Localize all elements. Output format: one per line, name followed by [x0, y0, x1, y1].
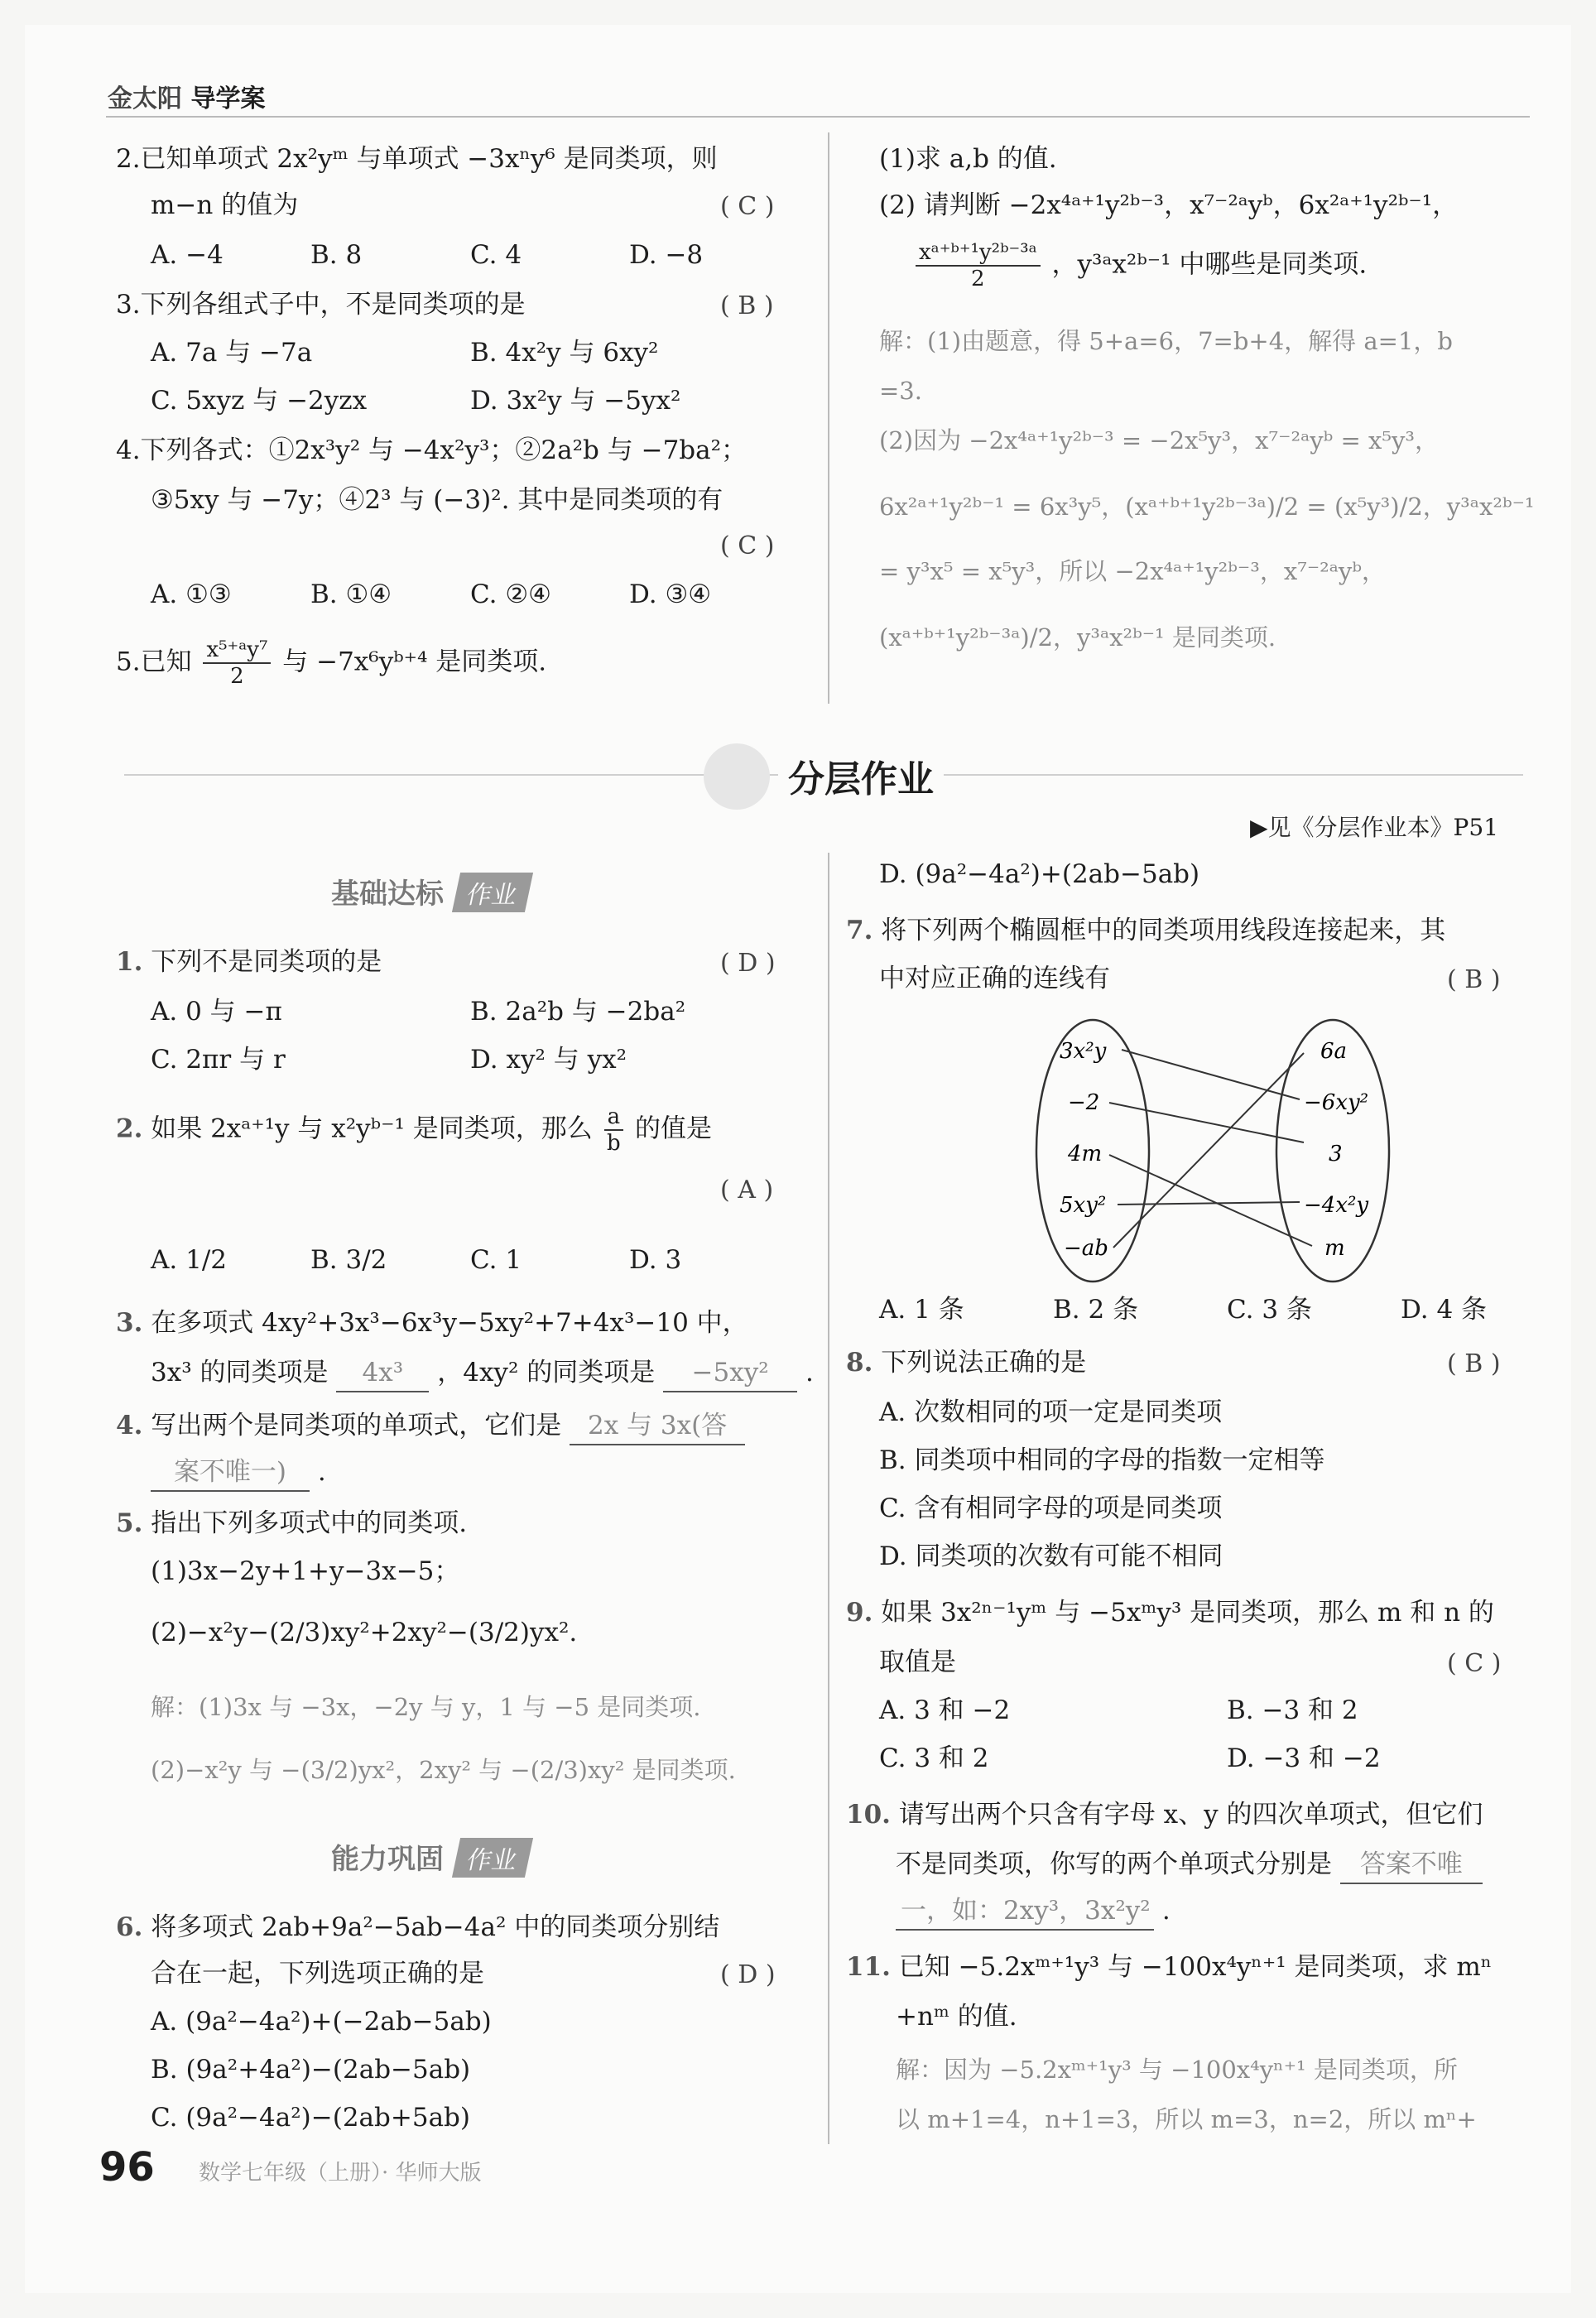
- q8-text: 下列说法正确的是: [881, 1348, 1087, 1378]
- q9-line2: 取值是: [879, 1647, 956, 1677]
- q6-answer: ( D ): [720, 1960, 776, 1989]
- q7-left-1: −2: [1068, 1090, 1100, 1115]
- q6-opt-d: D. (9a²−4a²)+(2ab−5ab): [879, 859, 1200, 889]
- q2-top-line1: 2.已知单项式 2x²yᵐ 与单项式 −3xⁿy⁶ 是同类项，则: [116, 144, 718, 174]
- q9-opt-c: C. 3 和 2: [879, 1743, 989, 1773]
- q7-text: 将下列两个椭圆框中的同类项用线段连接起来，其: [881, 916, 1446, 945]
- q2-number: 2.: [116, 1113, 143, 1144]
- q5-top: [116, 637, 546, 689]
- q7-link-5: [1113, 1053, 1304, 1248]
- q2-opt-d: D. 3: [629, 1245, 682, 1275]
- q5-top-prefix: 5.已知: [116, 647, 192, 677]
- q2-top-opt-c: C. 4: [470, 240, 522, 270]
- q3: [116, 1305, 748, 1341]
- q7-opt-a: A. 1 条: [879, 1295, 964, 1325]
- q2-top-opt-b: B. 8: [310, 240, 363, 270]
- basic-subtitle: [331, 871, 529, 912]
- q5-part1: (1)3x−2y+1+y−3x−5；: [151, 1556, 460, 1586]
- q3-line2: [151, 1354, 814, 1392]
- q2-opt-a: A. 1/2: [151, 1245, 227, 1275]
- q7-diagram: [1026, 1010, 1407, 1291]
- header-title: 导学案: [190, 84, 266, 113]
- ability-title: 能力巩固: [331, 1843, 444, 1876]
- q4-blank2[interactable]: 案不唯一): [151, 1454, 310, 1492]
- q11-text: 已知 −5.2xᵐ⁺¹y³ 与 −100x⁴yⁿ⁺¹ 是同类项，求 mⁿ: [898, 1952, 1493, 1982]
- q7-number: 7.: [846, 916, 873, 945]
- q10-line2: [896, 1846, 1483, 1884]
- q5-number: 5.: [116, 1508, 143, 1538]
- q7-right-0: 6a: [1320, 1039, 1348, 1064]
- q5-top-fraction: [203, 637, 271, 689]
- q4-end: .: [317, 1457, 326, 1487]
- q4-top-opt-c: C. ②④: [470, 580, 551, 609]
- q7-opt-d: D. 4 条: [1401, 1295, 1488, 1325]
- q11-number: 11.: [846, 1952, 891, 1982]
- q2-top-line2: m−n 的值为: [151, 190, 299, 220]
- q5-part2-frac-num: xᵃ⁺ᵇ⁺¹y²ᵇ⁻³ᵃ: [916, 240, 1041, 267]
- q1-text: 下列不是同类项的是: [151, 947, 382, 977]
- q9-opt-a: A. 3 和 −2: [879, 1695, 1011, 1725]
- q7-left-4: −ab: [1064, 1236, 1108, 1261]
- q1-opt-a: A. 0 与 −π: [151, 997, 282, 1027]
- q8-opt-a: A. 次数相同的项一定是同类项: [879, 1397, 1223, 1427]
- q7-right-1: −6xy²: [1304, 1090, 1369, 1115]
- q4-top-opt-b: B. ①④: [310, 580, 392, 609]
- q3-text: 在多项式 4xy²+3x³−6x³y−5xy²+7+4x³−10 中，: [151, 1308, 748, 1338]
- q7-line2: 中对应正确的连线有: [879, 964, 1110, 993]
- q5-part2-frac-den: 2: [971, 267, 985, 291]
- q5-text: 指出下列多项式中的同类项.: [151, 1508, 468, 1538]
- q3-blank1[interactable]: 4x³: [336, 1354, 429, 1392]
- q6: [116, 1909, 719, 1945]
- q4-top-opt-d: D. ③④: [629, 580, 712, 609]
- q7-opt-b: B. 2 条: [1053, 1295, 1139, 1325]
- q1-opt-c: C. 2πr 与 r: [151, 1045, 286, 1075]
- q2-top-answer: ( C ): [720, 192, 775, 221]
- q1-opt-d: D. xy² 与 yx²: [470, 1045, 627, 1075]
- q2-opt-b: B. 3/2: [310, 1245, 387, 1275]
- q5-part2-line1: (2) 请判断 −2x⁴ᵃ⁺¹y²ᵇ⁻³，x⁷⁻²ᵃyᵇ，6x²ᵃ⁺¹y²ᵇ⁻¹，: [879, 190, 1459, 220]
- q3-blank2[interactable]: −5xy²: [663, 1354, 797, 1392]
- q5-solution-line4: 6x²ᵃ⁺¹y²ᵇ⁻¹ = 6x³y⁵，(xᵃ⁺ᵇ⁺¹y²ᵇ⁻³ᵃ)/2 = (x⁵y³)/2，y³ᵃx²ᵇ⁻¹: [879, 493, 1535, 521]
- q7-link-1: [1122, 1050, 1300, 1099]
- q3-line2-b: ，4xy² 的同类项是: [437, 1358, 656, 1387]
- basic-tag: 作业: [452, 873, 533, 912]
- q9-answer: ( C ): [1447, 1649, 1502, 1678]
- q10: [846, 1796, 1483, 1833]
- q5-part1: (1)求 a,b 的值.: [879, 144, 1057, 174]
- q3-number: 3.: [116, 1308, 143, 1338]
- q4-top-line2: ③5xy 与 −7y；④2³ 与 (−3)². 其中是同类项的有: [151, 485, 723, 515]
- q3-top-opt-a: A. 7a 与 −7a: [151, 338, 313, 368]
- q3-top-opt-c: C. 5xyz 与 −2yzx: [151, 386, 368, 416]
- brand-name: 金太阳: [108, 84, 182, 113]
- q3-line2-a: 3x³ 的同类项是: [151, 1358, 329, 1387]
- section-badge: [704, 743, 770, 810]
- q5-part2-suffix: ，y³ᵃx²ᵇ⁻¹ 中哪些是同类项.: [1051, 249, 1368, 280]
- footer-book-title: 数学七年级（上册）· 华师大版: [199, 2161, 482, 2186]
- q2-top-opt-a: A. −4: [151, 240, 224, 270]
- q11-solution1: 解：因为 −5.2xᵐ⁺¹y³ 与 −100x⁴yⁿ⁺¹ 是同类项，所: [896, 2056, 1458, 2084]
- q3-top-answer: ( B ): [720, 291, 774, 320]
- q2-answer: ( A ): [720, 1176, 774, 1205]
- q7-answer: ( B ): [1447, 965, 1501, 994]
- q7-left-2: 4m: [1068, 1142, 1103, 1166]
- q9-opt-d: D. −3 和 −2: [1227, 1743, 1381, 1773]
- column-divider-bottom: [828, 853, 829, 2144]
- q3-top-line1: 3.下列各组式子中，不是同类项的是: [116, 290, 526, 320]
- section-title: 分层作业: [778, 749, 944, 802]
- q10-line3: [896, 1892, 1171, 1931]
- header-logo: [108, 78, 265, 114]
- q10-end: .: [1161, 1896, 1171, 1926]
- q10-number: 10.: [846, 1800, 891, 1830]
- q5-solution-line3: (2)因为 −2x⁴ᵃ⁺¹y²ᵇ⁻³ = −2x⁵y³，x⁷⁻²ᵃyᵇ = x⁵y³，: [879, 426, 1439, 454]
- q2-opt-c: C. 1: [470, 1245, 522, 1275]
- q10-blank2[interactable]: 一，如：2xy³，3x²y²: [896, 1892, 1154, 1931]
- q3-top-opt-b: B. 4x²y 与 6xy²: [470, 338, 659, 368]
- q7: [846, 912, 1445, 949]
- q6-number: 6.: [116, 1912, 143, 1942]
- q7-right-3: −4x²y: [1304, 1193, 1369, 1218]
- q5-solution-line5: = y³x⁵ = x⁵y³，所以 −2x⁴ᵃ⁺¹y²ᵇ⁻³，x⁷⁻²ᵃyᵇ，: [879, 557, 1386, 585]
- q6-line2: 合在一起，下列选项正确的是: [151, 1959, 484, 1989]
- q2-suffix: 的值是: [634, 1113, 712, 1144]
- header-divider: [106, 116, 1530, 118]
- q10-line2-text: 不是同类项，你写的两个单项式分别是: [896, 1849, 1332, 1879]
- q7-right-2: 3: [1329, 1142, 1343, 1166]
- q2-top-opt-d: D. −8: [629, 240, 704, 270]
- q9-text: 如果 3x²ⁿ⁻¹yᵐ 与 −5xᵐy³ 是同类项，那么 m 和 n 的: [881, 1598, 1494, 1628]
- q5-top-suffix: 与 −7x⁶yᵇ⁺⁴ 是同类项.: [282, 647, 547, 677]
- q9-number: 9.: [846, 1598, 873, 1628]
- q1-answer: ( D ): [720, 949, 776, 978]
- q5-top-frac-num: x⁵⁺ᵃy⁷: [203, 637, 271, 664]
- q5-solution1: 解：(1)3x 与 −3x，−2y 与 y，1 与 −5 是同类项.: [151, 1693, 701, 1721]
- q1-opt-b: B. 2a²b 与 −2ba²: [470, 997, 686, 1027]
- q5-solution-line1: 解：(1)由题意，得 5+a=6，7=b+4，解得 a=1，b: [879, 327, 1453, 355]
- q2-text: 如果 2xᵃ⁺¹y 与 x²yᵇ⁻¹ 是同类项，那么: [151, 1113, 593, 1144]
- q3-top-opt-d: D. 3x²y 与 −5yx²: [470, 386, 681, 416]
- q8-answer: ( B ): [1447, 1349, 1501, 1378]
- q5: [116, 1505, 467, 1541]
- q5-part2: (2)−x²y−(2/3)xy²+2xy²−(3/2)yx².: [151, 1618, 578, 1647]
- q8-opt-b: B. 同类项中相同的字母的指数一定相等: [879, 1445, 1325, 1475]
- q5-solution-line6: (xᵃ⁺ᵇ⁺¹y²ᵇ⁻³ᵃ)/2，y³ᵃx²ᵇ⁻¹ 是同类项.: [879, 623, 1276, 652]
- q7-link-3: [1109, 1155, 1312, 1246]
- q6-opt-c: C. (9a²−4a²)−(2ab+5ab): [151, 2103, 470, 2133]
- column-divider-top: [828, 132, 829, 704]
- q8-opt-d: D. 同类项的次数有可能不相同: [879, 1541, 1223, 1571]
- q6-opt-a: A. (9a²−4a²)+(−2ab−5ab): [151, 2007, 492, 2037]
- q5-part2-line2: [912, 240, 1367, 291]
- section-reference[interactable]: ▶见《分层作业本》P51: [1250, 814, 1499, 841]
- q8: [846, 1344, 1086, 1381]
- q5-solution-line2: =3.: [879, 377, 922, 405]
- q7-left-3: 5xy²: [1060, 1193, 1107, 1218]
- q4-top-answer: ( C ): [720, 531, 775, 560]
- q4-top-line1: 4.下列各式：①2x³y² 与 −4x²y³；②2a²b 与 −7ba²；: [116, 435, 748, 465]
- q1-number: 1.: [116, 947, 143, 977]
- q2-frac-den: b: [607, 1131, 621, 1156]
- q4: [116, 1407, 745, 1445]
- q5-top-frac-den: 2: [230, 664, 244, 689]
- ability-subtitle: [331, 1836, 529, 1878]
- q11: [846, 1949, 1492, 1985]
- q3-end: .: [805, 1358, 814, 1387]
- q10-text: 请写出两个只含有字母 x、y 的四次单项式，但它们: [898, 1800, 1483, 1830]
- q4-line2: [151, 1454, 326, 1492]
- q7-left-0: 3x²y: [1060, 1039, 1107, 1064]
- q4-blank1[interactable]: 2x 与 3x(答: [570, 1407, 745, 1445]
- q11-line2: +nᵐ 的值.: [896, 2002, 1017, 2032]
- q2-fraction: [604, 1104, 624, 1156]
- q4-text: 写出两个是同类项的单项式，它们是: [151, 1411, 562, 1440]
- q8-opt-c: C. 含有相同字母的项是同类项: [879, 1493, 1223, 1523]
- q6-text: 将多项式 2ab+9a²−5ab−4a² 中的同类项分别结: [151, 1912, 720, 1942]
- q9-opt-b: B. −3 和 2: [1227, 1695, 1358, 1725]
- q2-frac-num: a: [604, 1104, 624, 1131]
- q4-number: 4.: [116, 1411, 143, 1440]
- q5-solution2: (2)−x²y 与 −(3/2)yx²，2xy² 与 −(2/3)xy² 是同类项.: [151, 1756, 736, 1784]
- ability-tag: 作业: [452, 1838, 533, 1878]
- q6-opt-b: B. (9a²+4a²)−(2ab−5ab): [151, 2055, 471, 2085]
- q11-solution2: 以 m+1=4，n+1=3，所以 m=3，n=2，所以 mⁿ+: [896, 2105, 1477, 2133]
- q4-top-opt-a: A. ①③: [151, 580, 232, 609]
- q7-opt-c: C. 3 条: [1227, 1295, 1312, 1325]
- q1: [116, 944, 382, 980]
- q2: [116, 1104, 712, 1156]
- q5-part2-fraction: [916, 240, 1041, 291]
- q9: [846, 1594, 1494, 1631]
- q10-blank1[interactable]: 答案不唯: [1340, 1846, 1483, 1884]
- basic-title: 基础达标: [331, 878, 444, 911]
- page-number: 96: [99, 2144, 155, 2191]
- q7-right-4: m: [1324, 1236, 1345, 1261]
- q8-number: 8.: [846, 1348, 873, 1378]
- q7-link-2: [1109, 1103, 1304, 1142]
